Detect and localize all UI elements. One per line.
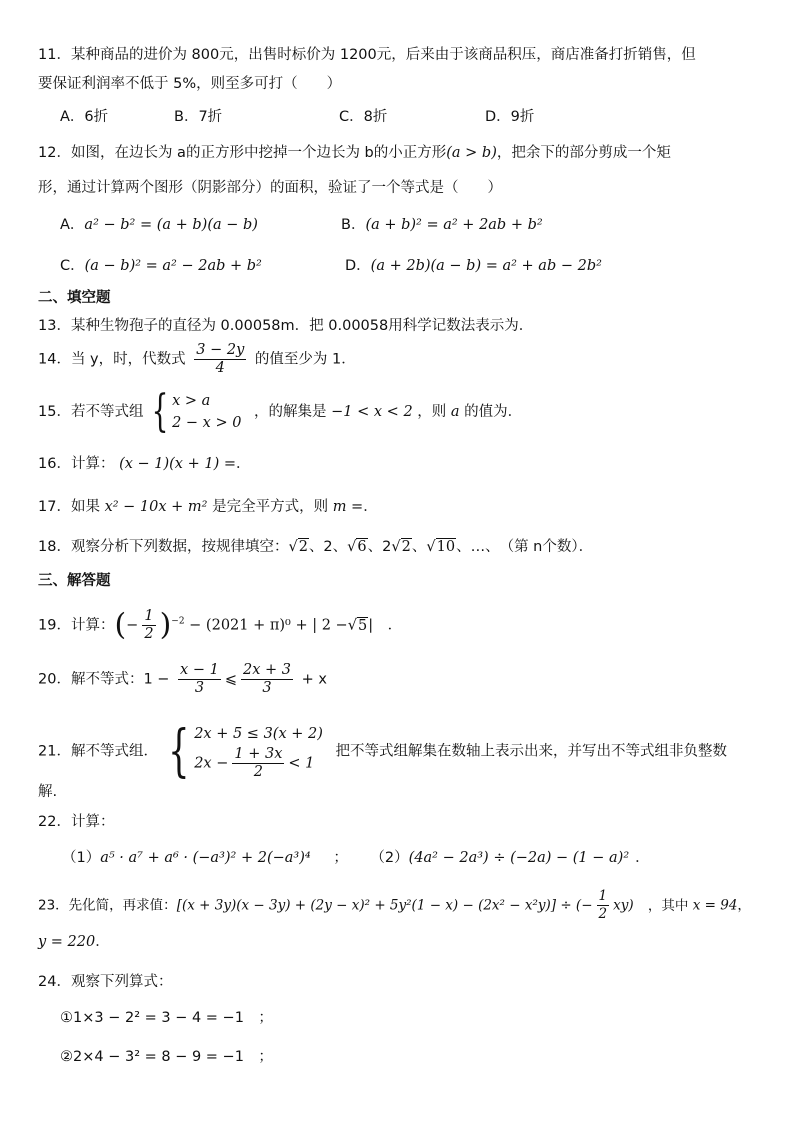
- q16-expr: (x − 1)(x + 1) =: [119, 456, 236, 472]
- q19-prefix: 19．计算：: [38, 617, 115, 634]
- q21: [38, 718, 727, 784]
- q16-suffix: ．: [236, 456, 251, 472]
- q21-numerator: 1 + 3x: [234, 746, 283, 762]
- q19-denominator: 2: [144, 626, 154, 642]
- q17-var: m =: [332, 499, 364, 515]
- q18-sqrt-2: √2: [288, 539, 308, 555]
- q15-range: −1 < x < 2: [331, 404, 413, 420]
- q12-option-d-expr: (a + 2b)(a − b) = a² + ab − 2b²: [370, 258, 602, 274]
- q18-prefix: 18．观察分析下列数据，按规律填空：: [38, 539, 289, 555]
- q22-title: 22．计算：: [38, 814, 115, 830]
- q12-line1: [38, 143, 671, 163]
- q11-line2: 要保证利润率不低于 5%，则至多可打（ ）: [38, 76, 342, 92]
- section-fill-in-title: 二、填空题: [38, 290, 111, 306]
- q12-option-d-label: D．: [345, 258, 371, 274]
- q20-fraction-1: [178, 662, 221, 697]
- q15-tail1: ，则: [417, 404, 447, 420]
- q15-brace: {: [151, 386, 169, 437]
- q23-mid: ，其中: [647, 897, 689, 914]
- q17-prefix: 17．如果: [38, 499, 100, 515]
- q23-fraction: [597, 888, 610, 923]
- q20-denominator-1: 3: [194, 680, 205, 696]
- q15-system-line1: x > a: [172, 393, 211, 409]
- q19-rest: − (2021 + π)⁰ + | 2 −: [189, 617, 348, 634]
- q20-fraction-2: [241, 662, 293, 697]
- q21-fraction: [232, 746, 284, 781]
- q15-system: [172, 390, 241, 434]
- q18-sqrt-6: √6: [347, 539, 367, 555]
- q18-t2: 、2: [367, 539, 392, 555]
- q19-sqrt-5: √5: [347, 617, 368, 634]
- q15-prefix: 15．若不等式组: [38, 404, 144, 420]
- q23-numerator: 1: [598, 888, 608, 904]
- q23-end: ．: [95, 934, 110, 950]
- q12-line2: 形，通过计算两个图形（阴影部分）的面积，验证了一个等式是（ ）: [38, 180, 502, 196]
- q12-option-a: [60, 215, 258, 235]
- q15-var: a: [450, 404, 460, 420]
- q11-line1: 11．某种商品的进价为 800元，出售时标价为 1200元，后来由于该商品积压，商店准备打折销售，但: [38, 47, 696, 63]
- q17-expr: x² − 10x + m²: [104, 499, 208, 515]
- q18-rad-4: 10: [436, 539, 456, 555]
- q20-numerator-2: 2x + 3: [242, 662, 291, 678]
- q21-line2: 解.: [38, 784, 58, 800]
- q17-mid: 是完全平方式，则: [212, 499, 329, 515]
- q23-y-value: y = 220: [38, 934, 96, 950]
- q22-part2-expr: (4a² − 2a³) ÷ (−2a) − (1 − a)²: [408, 850, 630, 866]
- q22-end: ．: [635, 850, 650, 866]
- q12-option-c: [60, 256, 262, 276]
- q24-title: 24．观察下列算式：: [38, 974, 173, 990]
- q18: [38, 537, 593, 557]
- q12-option-a-expr: a² − b² = (a + b)(a − b): [84, 217, 258, 233]
- q21-denominator: 2: [253, 764, 263, 780]
- q18-rad-3: 2: [401, 539, 411, 555]
- section-solve-title: 三、解答题: [38, 573, 111, 589]
- q20-prefix: 20．解不等式：1 −: [38, 671, 170, 688]
- q23: [38, 888, 751, 923]
- q12-option-a-label: A．: [60, 217, 85, 233]
- q22-part1-label: （1）: [62, 850, 101, 866]
- q19-exponent: −2: [171, 616, 185, 627]
- q14-numerator: 3 − 2y: [196, 342, 245, 358]
- q23-denominator: 2: [598, 906, 608, 922]
- q22-separator: ；: [333, 850, 348, 866]
- q12-option-b-expr: (a + b)² = a² + 2ab + b²: [365, 217, 543, 233]
- q22-part2-label: （2）: [370, 850, 409, 866]
- q12-option-d: [345, 256, 602, 276]
- q24-line1: ①1×3 − 2² = 3 − 4 = −1 ；: [60, 1010, 273, 1026]
- q23-x-value: x = 94: [692, 897, 738, 914]
- q21-brace: {: [167, 718, 190, 784]
- q16: [38, 454, 251, 474]
- q17: [38, 497, 378, 517]
- q24-line2: ②2×4 − 3² = 8 − 9 = −1 ；: [60, 1049, 273, 1065]
- q18-t4: 、…、 （第 n个数）．: [456, 539, 594, 555]
- q21-line2-b: < 1: [288, 755, 315, 772]
- q15: [38, 386, 523, 437]
- q19-paren-close: ): [159, 607, 172, 643]
- q12-text-b: ，把余下的部分剪成一个矩: [496, 145, 671, 161]
- q21-tail: 把不等式组解集在数轴上表示出来，并写出不等式组非负整数: [335, 743, 727, 760]
- q13-text: 13．某种生物孢子的直径为 0.00058m．把 0.00058用科学记数法表示为．: [38, 318, 534, 334]
- q12-option-c-expr: (a − b)² = a² − 2ab + b²: [84, 258, 262, 274]
- q18-rad-1: 2: [298, 539, 308, 555]
- q21-line2-a: 2x −: [194, 755, 229, 772]
- q20-numerator-1: x − 1: [180, 662, 219, 678]
- q23-comma: ，: [737, 897, 751, 914]
- q19: 19．计算：(− $\frac{1}{2}$ )$^{-2}$ − (2021 + π)⁰ + | 2 −√5| ．: [38, 607, 403, 643]
- q16-prefix: 16．计算：: [38, 456, 115, 472]
- q12-option-b: [341, 215, 543, 235]
- q21-prefix: 21．解不等式组．: [38, 743, 158, 760]
- q21-system-line1: 2x + 5 ≤ 3(x + 2): [194, 726, 323, 742]
- q18-sqrt-10: √10: [426, 539, 456, 555]
- q11-option-d: D．9折: [485, 109, 535, 125]
- q19-rad: 5: [357, 617, 368, 634]
- q11-option-b: B．7折: [174, 109, 223, 125]
- q23-expr2: xy): [613, 897, 634, 914]
- q14-suffix: 的值至少为 1．: [254, 351, 356, 368]
- q14-denominator: 4: [215, 360, 225, 376]
- q18-rad-2: 6: [357, 539, 367, 555]
- q19-fraction: [142, 608, 155, 643]
- q12-text-a: 12．如图，在边长为 a的正方形中挖掉一个边长为 b的小正方形: [38, 145, 447, 161]
- q14-prefix: 14．当 y，时，代数式: [38, 351, 186, 368]
- q20-le: ⩽: [224, 671, 237, 688]
- q14-fraction: [194, 342, 246, 377]
- q20-denominator-2: 3: [262, 680, 272, 696]
- q19-tail: | ．: [368, 617, 403, 634]
- q12-option-c-label: C．: [60, 258, 85, 274]
- q23-expr: [(x + 3y)(x − 3y) + (2y − x)² + 5y²(1 − x) − (2x² − x²y)] ÷ (−: [176, 897, 593, 914]
- q11-option-a: A．6折: [60, 109, 109, 125]
- q19-paren-open: (: [114, 607, 127, 643]
- q15-system-line2: 2 − x > 0: [172, 415, 242, 431]
- q22-parts: [62, 848, 650, 868]
- q23-line2: [38, 932, 110, 952]
- q18-t3: 、: [411, 539, 427, 555]
- q15-tail2: 的值为．: [464, 404, 523, 420]
- q18-sqrt-2b: √2: [391, 539, 411, 555]
- q21-system: [194, 722, 323, 781]
- q20-tail: + x: [301, 671, 327, 688]
- q14: [38, 342, 356, 377]
- q22-part1-expr: a⁵ · a⁷ + a⁶ · (−a³)² + 2(−a³)⁴: [100, 850, 311, 866]
- q11-option-c: C．8折: [339, 109, 388, 125]
- q12-option-b-label: B．: [341, 217, 366, 233]
- q18-t1: 、2、: [308, 539, 348, 555]
- q21-system-line2: [194, 746, 323, 781]
- q15-mid: ，的解集是: [254, 404, 327, 420]
- q12-condition: (a > b): [446, 145, 497, 161]
- q19-numerator: 1: [144, 608, 154, 624]
- q20: [38, 662, 327, 697]
- q23-prefix: 23．先化简，再求值：: [38, 897, 177, 914]
- q17-suffix: ．: [363, 499, 378, 515]
